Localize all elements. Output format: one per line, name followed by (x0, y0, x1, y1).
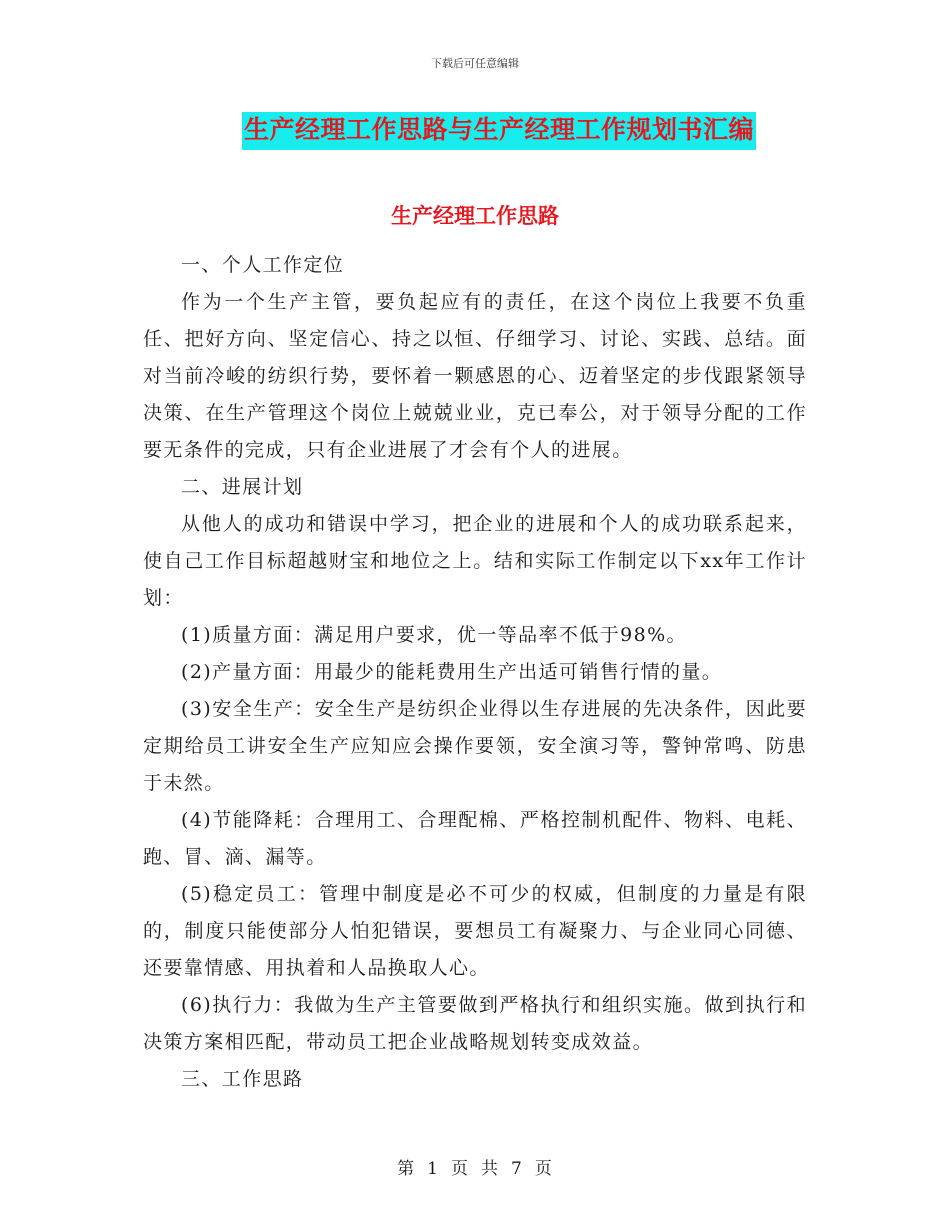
paragraph: 从他人的成功和错误中学习，把企业的进展和个人的成功联系起来，使自己工作目标超越财宝和地位之上。结和实际工作制定以下xx年工作计划： (143, 513, 807, 609)
page-footer (0, 1154, 950, 1179)
paragraph: 作为一个生产主管，要负起应有的责任，在这个岗位上我要不负重任、把好方向、坚定信心、持之以恒、仔细学习、讨论、实践、总结。面对当前冷峻的纺织行势，要怀着一颗感恩的心、迈着坚定的步伐跟紧领导决策、在生产管理这个岗位上兢兢业业，克已奉公，对于领导分配的工作要无条件的完成，只有企业进展了才会有个人的进展。 (143, 291, 807, 461)
footer-total-pages: 7 (511, 1159, 523, 1179)
footer-page-number: 1 (427, 1159, 439, 1179)
paragraph: (2)产量方面：用最少的能耗费用生产出适可销售行情的量。 (181, 661, 723, 683)
paragraph: (4)节能降耗：合理用工、合理配棉、严格控制机配件、物料、电耗、跑、冒、滴、漏等。 (143, 809, 807, 868)
document-title: 生产经理工作思路与生产经理工作规划书汇编 (242, 112, 756, 150)
section-title: 生产经理工作思路 (391, 203, 559, 228)
paragraph: (3)安全生产：安全生产是纺织企业得以生存进展的先决条件，因此要定期给员工讲安全生产应知应会操作要领，安全演习等，警钟常鸣、防患于未然。 (143, 698, 807, 794)
document-title-container (0, 112, 950, 150)
footer-total-prefix: 共 (481, 1159, 499, 1179)
footer-suffix: 页 (534, 1159, 553, 1179)
header-note: 下载后可任意编辑 (431, 57, 519, 70)
paragraph: (1)质量方面：满足用户要求，优一等品率不低于98%。 (181, 624, 687, 646)
paragraph: 二、进展计划 (181, 476, 304, 498)
footer-prefix: 第 (397, 1159, 416, 1179)
paragraph: 三、工作思路 (181, 1068, 304, 1090)
paragraph: (6)执行力：我做为生产主管要做到严格执行和组织实施。做到执行和决策方案相匹配，带动员工把企业战略规划转变成效益。 (143, 994, 807, 1053)
footer-middle: 页 (451, 1159, 469, 1179)
paragraph: 一、个人工作定位 (181, 254, 345, 276)
paragraph: (5)稳定员工：管理中制度是必不可少的权威，但制度的力量是有限的，制度只能使部分人怕犯错误，要想员工有凝聚力、与企业同心同德、还要靠情感、用执着和人品换取人心。 (143, 883, 807, 979)
document-body (143, 247, 807, 1098)
